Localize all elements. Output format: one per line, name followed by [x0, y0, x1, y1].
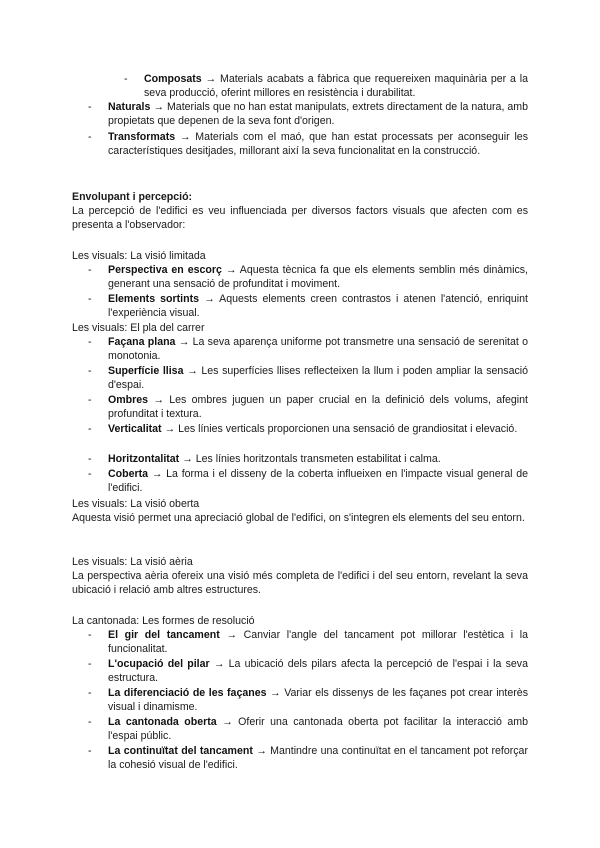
bullet-dash: -	[88, 336, 92, 348]
list-item	[88, 422, 528, 436]
term: Verticalitat	[108, 423, 162, 435]
definition: → Variar els dissenys de les façanes pot crear interès visual i dinamisme.	[108, 687, 528, 714]
term: El gir del tancament	[108, 629, 220, 641]
definition: → Canviar l'angle del tancament pot millorar l'estètica i la funcionalitat.	[108, 629, 528, 656]
list-item	[88, 686, 528, 714]
list-item	[88, 292, 528, 320]
bullet-dash: -	[88, 394, 92, 406]
term: Naturals	[108, 101, 151, 113]
bullet-dash: -	[88, 101, 92, 113]
definition: → Aquests elements creen contrastos i atenen l'atenció, enriquint l'experiència visual.	[108, 293, 528, 320]
bullet-dash: -	[88, 745, 92, 757]
subheading: Les visuals: La visió limitada	[72, 250, 206, 262]
paragraph: La percepció de l'edifici es veu influenciada per diversos factors visuals que afecten com es presenta a l'observador:	[72, 205, 528, 232]
list-item	[88, 467, 528, 495]
bullet-dash: -	[88, 423, 92, 435]
subheading: La cantonada: Les formes de resolució	[72, 615, 255, 627]
bullet-dash: -	[88, 468, 92, 480]
term: Façana plana	[108, 336, 176, 348]
term: La diferenciació de les façanes	[108, 687, 267, 699]
term: Perspectiva en escorç	[108, 264, 222, 276]
term: Coberta	[108, 468, 149, 480]
list-item	[88, 657, 528, 685]
definition: → Aquesta tècnica fa que els elements semblin més dinàmics, generant una sensació de profunditat i moviment.	[108, 264, 528, 291]
paragraph: La perspectiva aèria ofereix una visió més completa de l'edifici i del seu entorn, revelant la seva ubicació i relació amb altres estructures.	[72, 570, 528, 597]
bullet-dash: -	[88, 687, 92, 699]
list-item	[88, 744, 528, 772]
list-item	[88, 263, 528, 291]
section-title: Envolupant i percepció:	[72, 191, 193, 203]
subheading: Les visuals: La visió aèria	[72, 556, 193, 568]
bullet-dash: -	[88, 629, 92, 641]
definition: → Mantindre una continuïtat en el tancament pot reforçar la cohesió visual de l'edifici.	[108, 745, 528, 772]
subheading: Les visuals: La visió oberta	[72, 498, 200, 510]
definition: → La forma i el disseny de la coberta influeixen en l'impacte visual general de l'edifici.	[108, 468, 528, 495]
bullet-dash: -	[124, 73, 128, 85]
list-item	[88, 130, 528, 158]
term: Elements sortints	[108, 293, 200, 305]
list-item	[124, 72, 528, 100]
list-item	[88, 364, 529, 392]
term: Composats	[144, 73, 202, 85]
term: La continuïtat del tancament	[108, 745, 253, 757]
definition: → Oferir una cantonada oberta pot facilitar la interacció amb l'espai públic.	[108, 716, 528, 743]
list-item	[88, 628, 528, 656]
definition: → Les ombres juguen un paper crucial en la definició dels volums, afegint profunditat i textura.	[108, 394, 528, 421]
subheading: Les visuals: El pla del carrer	[72, 322, 205, 334]
bullet-dash: -	[88, 658, 92, 670]
bullet-dash: -	[88, 293, 92, 305]
list-item	[88, 335, 528, 363]
definition: → Les línies verticals proporcionen una sensació de grandiositat i elevació.	[161, 423, 518, 435]
list-item	[88, 393, 528, 421]
definition: → La ubicació dels pilars afecta la percepció de l'espai i la seva estructura.	[108, 658, 528, 685]
definition: → Les línies horitzontals transmeten estabilitat i calma.	[179, 453, 441, 465]
definition: → Materials com el maó, que han estat processats per aconseguir les característiques desitjades, millorant així la seva funcionalitat en la construcció.	[108, 131, 528, 158]
definition: → Materials que no han estat manipulats, extrets directament de la natura, amb propietats que depenen de la seva font d'origen.	[108, 101, 528, 128]
definition: → Materials acabats a fàbrica que requereixen maquinària per a la seva producció, oferint millores en resistència i durabilitat.	[144, 73, 528, 100]
list-item	[88, 715, 528, 743]
term: L'ocupació del pilar	[108, 658, 210, 670]
bullet-dash: -	[88, 131, 92, 143]
definition: → La seva aparença uniforme pot transmetre una sensació de serenitat o monotonia.	[108, 336, 528, 363]
list-item	[88, 452, 528, 466]
term: Transformats	[108, 131, 176, 143]
term: Superfície llisa	[108, 365, 184, 377]
bullet-dash: -	[88, 716, 92, 728]
paragraph: Aquesta visió permet una apreciació global de l'edifici, on s'integren els elements del seu entorn.	[72, 512, 525, 524]
bullet-dash: -	[88, 453, 92, 465]
bullet-dash: -	[88, 365, 92, 377]
bullet-dash: -	[88, 264, 92, 276]
definition: → Les superfícies llises reflecteixen la llum i poden ampliar la sensació d'espai.	[108, 365, 529, 392]
term: Ombres	[108, 394, 149, 406]
term: Horitzontalitat	[108, 453, 180, 465]
list-item	[88, 100, 528, 128]
term: La cantonada oberta	[108, 716, 217, 728]
